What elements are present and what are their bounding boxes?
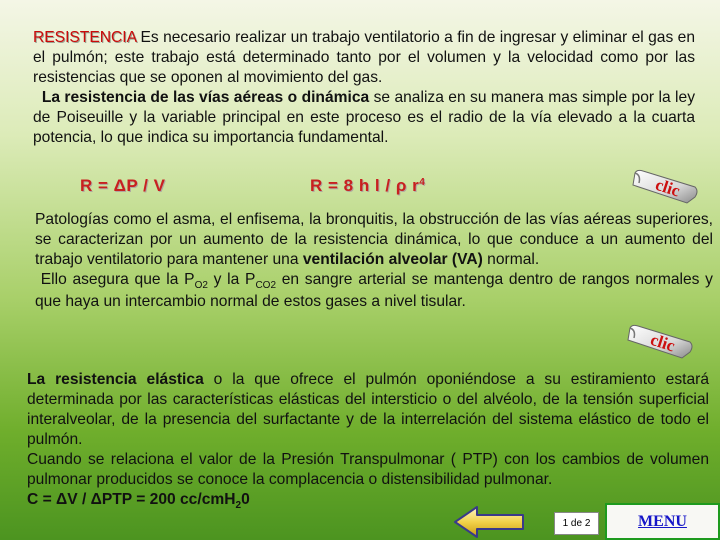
page-counter: 1 de 2 <box>554 512 599 535</box>
subscript-co2: CO2 <box>255 280 276 291</box>
p2-text-5: en sangre arterial se mantenga dentro de rangos normales y que haya un intercambio normal de estos gases a nivel tisular. <box>35 271 713 310</box>
subscript-o2: O2 <box>194 280 208 291</box>
p2-text-2: normal. <box>482 251 540 268</box>
clic-stamp-icon <box>627 165 701 205</box>
formula-poiseuille-main: R = 8 h l / ρ r <box>310 176 420 195</box>
p2-text-3: Ello asegura que la P <box>40 271 195 288</box>
compliance-formula <box>27 491 250 511</box>
compliance-formula-sub: 2 <box>235 500 242 511</box>
p3-text-1: o la que ofrece el pulmón oponiéndose a su estiramiento estará determinada por las características elásticas del intersticio o del alvéolo, de la tensión superficial interalveolar, de la presencia del surfactante y de la interrelación del sistema elástico de todo el pulmón. <box>27 371 709 448</box>
clic-button-1[interactable] <box>627 165 701 205</box>
elastic-resistance-paragraph <box>27 370 709 512</box>
clic-button-2[interactable] <box>622 320 696 360</box>
back-button[interactable] <box>453 504 525 540</box>
menu-button[interactable]: MENU <box>605 503 720 540</box>
arrow-left-icon <box>453 504 525 540</box>
p1-text-2: se analiza en su manera mas simple por la ley de Poiseuille y la variable principal en este proceso es el radio de la vía elevado a la cuarta potencia, lo que indica su importancia fundamental. <box>33 89 695 146</box>
p2-text-4: y la P <box>207 271 256 288</box>
elastic-resistance-term: La resistencia elástica <box>27 371 204 388</box>
formula-resistance: R = ΔP / V <box>80 176 166 195</box>
p1-text-1: Es necesario realizar un trabajo ventilatorio a fin de ingresar y eliminar el gas en el pulmón; este trabajo está determinado tanto por el volumen y la velocidad como por las resistencias que se oponen al movimiento del gas. <box>33 29 695 86</box>
p3-text-2: Cuando se relaciona el valor de la Presión Transpulmonar ( PTP) con los cambios de volumen pulmonar producidos se conoce la complacencia o distensibilidad pulmonar. <box>27 451 709 488</box>
term-resistencia: RESISTENCIA <box>33 29 137 46</box>
pathologies-paragraph <box>35 210 713 312</box>
formula-poiseuille-exponent: 4 <box>419 177 426 188</box>
resistance-paragraph <box>33 28 695 148</box>
compliance-formula-main: C = ΔV / ΔPTP = 200 cc/cmH <box>27 491 236 508</box>
clic-label: clic <box>648 329 678 356</box>
p2-text-1: Patologías como el asma, el enfisema, la bronquitis, la obstrucción de las vías aéreas superiores, se caracterizan por un aumento de la resistencia dinámica, lo que conduce a un aumento del trabajo ventilatorio para mantener una <box>35 211 713 268</box>
clic-label: clic <box>653 174 683 201</box>
clic-stamp-icon <box>622 320 696 360</box>
alveolar-ventilation-term: ventilación alveolar (VA) <box>302 251 483 268</box>
dynamic-resistance-term: La resistencia de las vías aéreas o dinámica <box>41 89 370 106</box>
formula-poiseuille <box>310 176 425 196</box>
compliance-formula-end: 0 <box>241 491 250 508</box>
